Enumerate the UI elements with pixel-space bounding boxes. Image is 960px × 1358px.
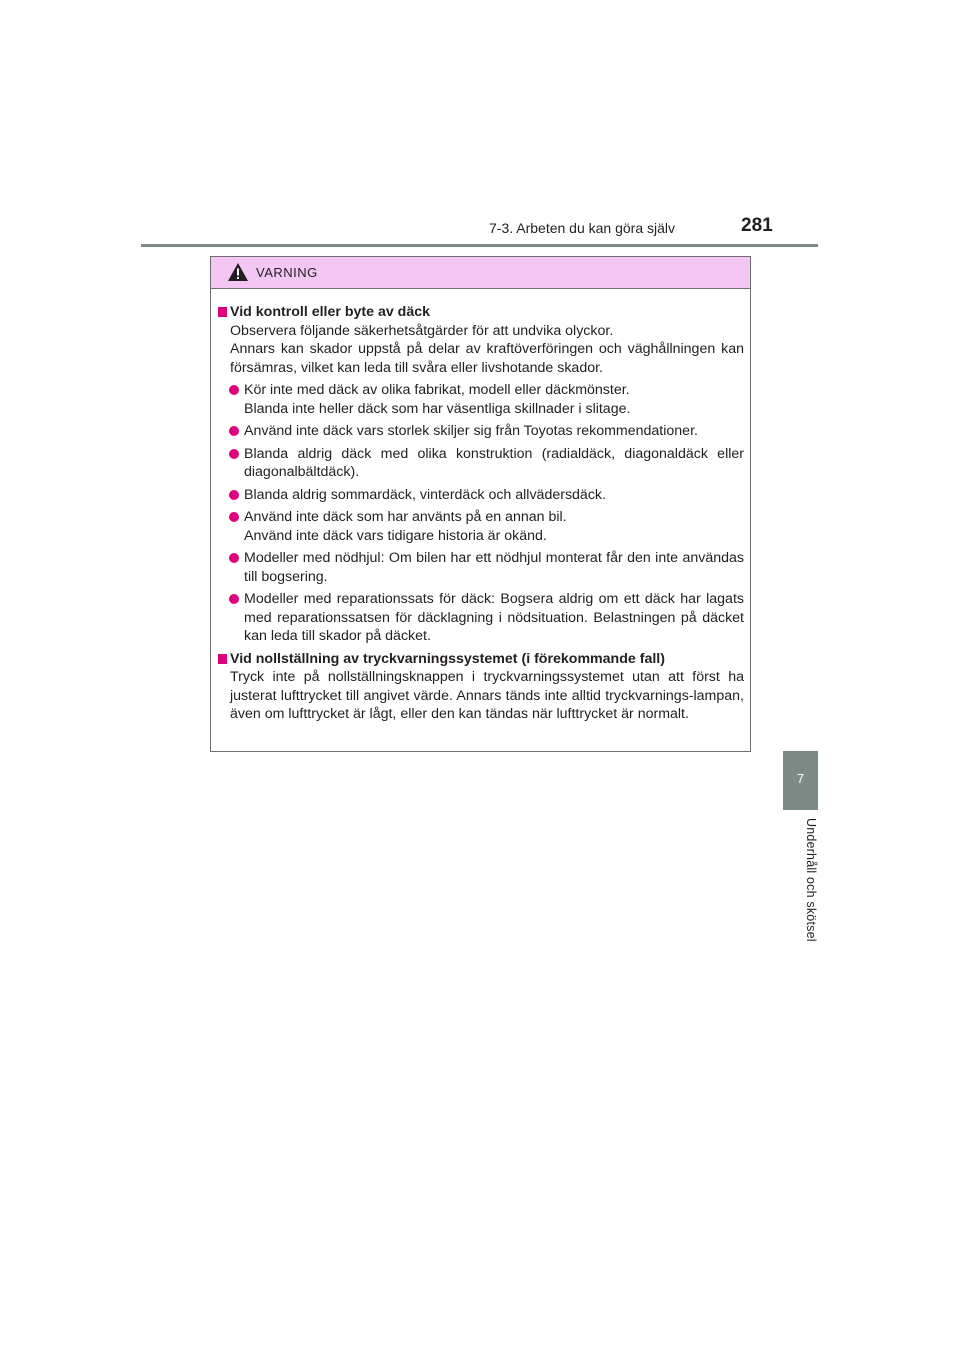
bullet-item <box>218 590 744 646</box>
circle-bullet-icon <box>229 449 239 459</box>
chapter-label: Underhåll och skötsel <box>804 818 818 942</box>
bullet-text: Kör inte med däck av olika fabrikat, modell eller däckmönster. <box>244 382 630 398</box>
warning-body <box>211 289 750 724</box>
bullet-item <box>218 486 744 505</box>
bullet-item <box>218 422 744 441</box>
section-intro <box>218 322 744 378</box>
circle-bullet-icon <box>229 512 239 522</box>
bullet-text: Blanda aldrig sommardäck, vinterdäck och allvädersdäck. <box>244 486 606 503</box>
bullet-text: Modeller med nödhjul: Om bilen har ett nödhjul monterat får den inte användas till bogsering. <box>244 550 744 585</box>
bullet-item <box>218 549 744 586</box>
section-heading-text: Vid kontroll eller byte av däck <box>230 304 431 320</box>
warning-box <box>210 256 751 752</box>
section-heading <box>218 303 744 322</box>
chapter-number: 7 <box>796 771 805 786</box>
circle-bullet-icon <box>229 490 239 500</box>
bullet-text: Modeller med reparationssats för däck: Bogsera aldrig om ett däck har lagats med reparationssatsen för däcklagning i nödsituation. Belastningen på däcket kan leda till skador på däcket. <box>244 591 744 644</box>
header-divider <box>141 244 818 247</box>
bullet-text: Blanda inte heller däck som har väsentliga skillnader i slitage. <box>244 400 631 417</box>
intro-line: Annars kan skador uppstå på delar av kraftöverföringen och väghållningen kan försämras, vilket kan leda till svåra eller livshotande skador. <box>230 341 744 376</box>
circle-bullet-icon <box>229 553 239 563</box>
bullet-text: Använd inte däck vars storlek skiljer sig från Toyotas rekommendationer. <box>244 423 698 439</box>
bullet-item <box>218 508 744 545</box>
square-bullet-icon <box>218 654 227 664</box>
warning-title: VARNING <box>256 265 318 280</box>
warning-triangle-icon <box>227 262 249 282</box>
bullet-item <box>218 445 744 482</box>
bullet-text: Blanda aldrig däck med olika konstruktion (radialdäck, diagonaldäck eller diagonalbältdäck). <box>244 445 744 480</box>
intro-line: Observera följande säkerhetsåtgärder för att undvika olyckor. <box>230 322 614 339</box>
bullet-list <box>218 381 744 646</box>
bullet-item <box>218 381 744 418</box>
square-bullet-icon <box>218 307 227 317</box>
section-title: 7-3. Arbeten du kan göra själv <box>489 220 676 236</box>
section-heading <box>218 650 744 669</box>
section-heading-text: Vid nollställning av tryckvarningssystemet (i förekommande fall) <box>230 650 665 667</box>
circle-bullet-icon <box>229 594 239 604</box>
bullet-text: Använd inte däck vars tidigare historia är okänd. <box>244 527 547 544</box>
warning-header <box>211 257 750 289</box>
section-intro <box>218 668 744 724</box>
intro-line: Tryck inte på nollställningsknappen i tryckvarningssystemet utan att först ha justerat lufttrycket till angivet värde. Annars tänds inte alltid tryckvarnings-lampan, även om lufttrycket är lågt, eller den kan tändas när lufttrycket är normalt. <box>230 669 744 722</box>
bullet-text: Använd inte däck som har använts på en annan bil. <box>244 509 567 525</box>
chapter-tab <box>783 751 818 810</box>
circle-bullet-icon <box>229 426 239 436</box>
page-number: 281 <box>741 215 773 236</box>
circle-bullet-icon <box>229 385 239 395</box>
